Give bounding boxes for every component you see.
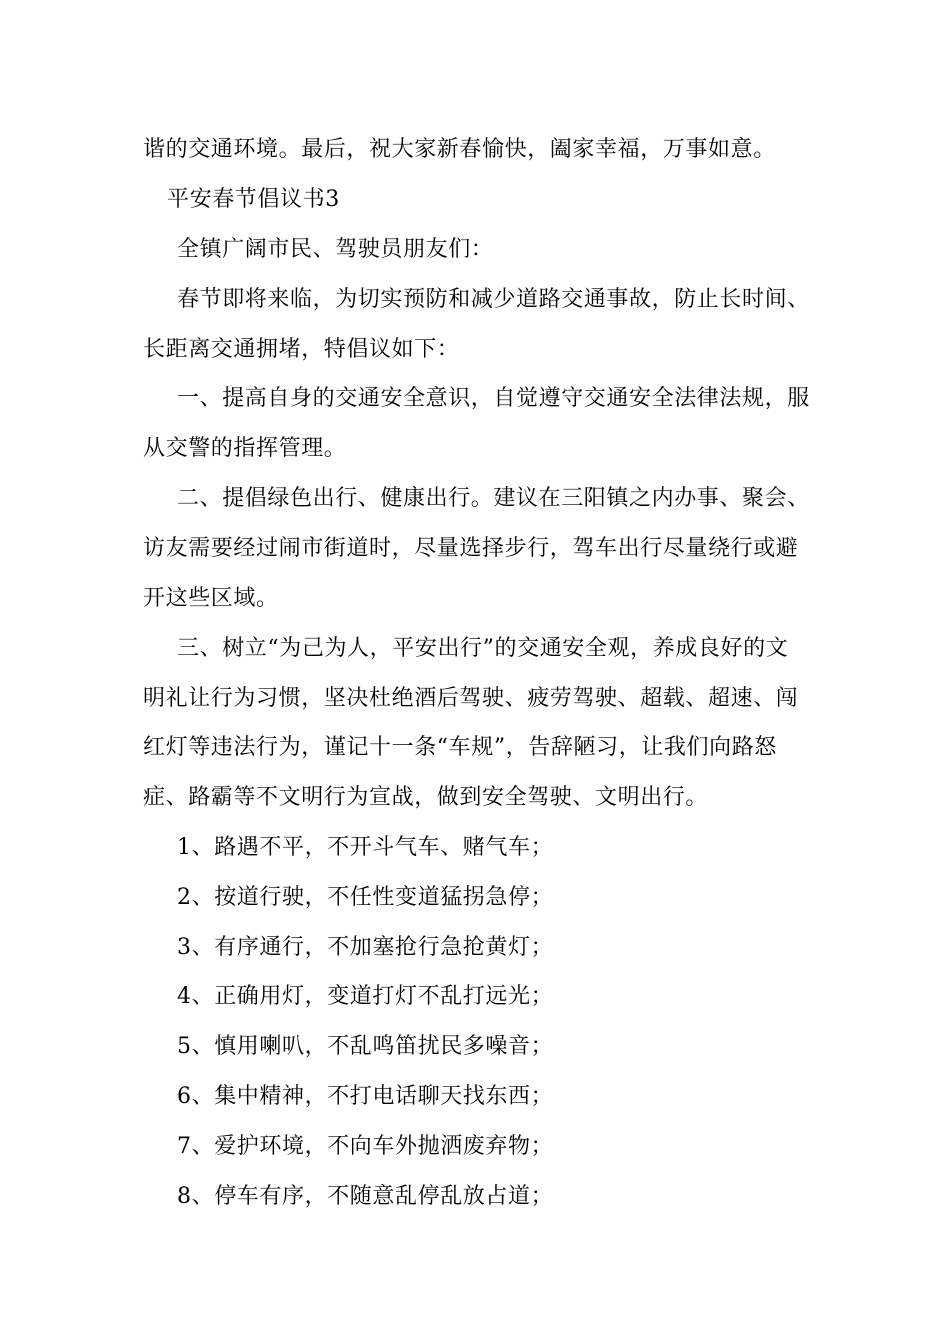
text-line: 红灯等违法行为，谨记十一条“车规”，告辞陋习，让我们向路怒: [143, 735, 777, 760]
text-line: 二、提倡绿色出行、健康出行。建议在三阳镇之内办事、聚会、: [177, 486, 810, 511]
text-line: 一、提高自身的交通安全意识，自觉遵守交通安全法律法规，服: [177, 386, 810, 411]
list-item: 7、爱护环境，不向车外抛洒废弃物；: [177, 1134, 554, 1159]
text-line: 春节即将来临，为切实预防和减少道路交通事故，防止长时间、: [177, 287, 810, 312]
list-item: 5、慎用喇叭，不乱鸣笛扰民多噪音；: [177, 1034, 554, 1059]
list-item: 4、正确用灯，变道打灯不乱打远光；: [177, 984, 554, 1009]
text-line: 谐的交通环境。最后，祝大家新春愉快，阖家幸福，万事如意。: [143, 137, 776, 162]
text-line: 三、树立“为己为人，平安出行”的交通安全观，养成良好的文: [177, 636, 789, 661]
text-line: 长距离交通拥堵，特倡议如下：: [143, 337, 460, 362]
text-line: 明礼让行为习惯，坚决杜绝酒后驾驶、疲劳驾驶、超载、超速、闯: [143, 686, 799, 711]
list-item: 1、路遇不平，不开斗气车、赌气车；: [177, 835, 554, 860]
text-line: 症、路霸等不文明行为宣战，做到安全驾驶、文明出行。: [143, 785, 709, 810]
text-line: 从交警的指挥管理。: [143, 436, 347, 461]
salutation: 全镇广阔市民、驾驶员朋友们：: [177, 237, 494, 262]
section-title: 平安春节倡议书3: [167, 187, 340, 212]
list-item: 8、停车有序，不随意乱停乱放占道；: [177, 1184, 554, 1209]
list-item: 3、有序通行，不加塞抢行急抢黄灯；: [177, 935, 554, 960]
text-line: 访友需要经过闹市街道时，尽量选择步行，驾车出行尽量绕行或避: [143, 536, 799, 561]
list-item: 2、按道行驶，不任性变道猛拐急停；: [177, 885, 554, 910]
text-line: 开这些区域。: [143, 586, 279, 611]
list-item: 6、集中精神，不打电话聊天找东西；: [177, 1084, 554, 1109]
